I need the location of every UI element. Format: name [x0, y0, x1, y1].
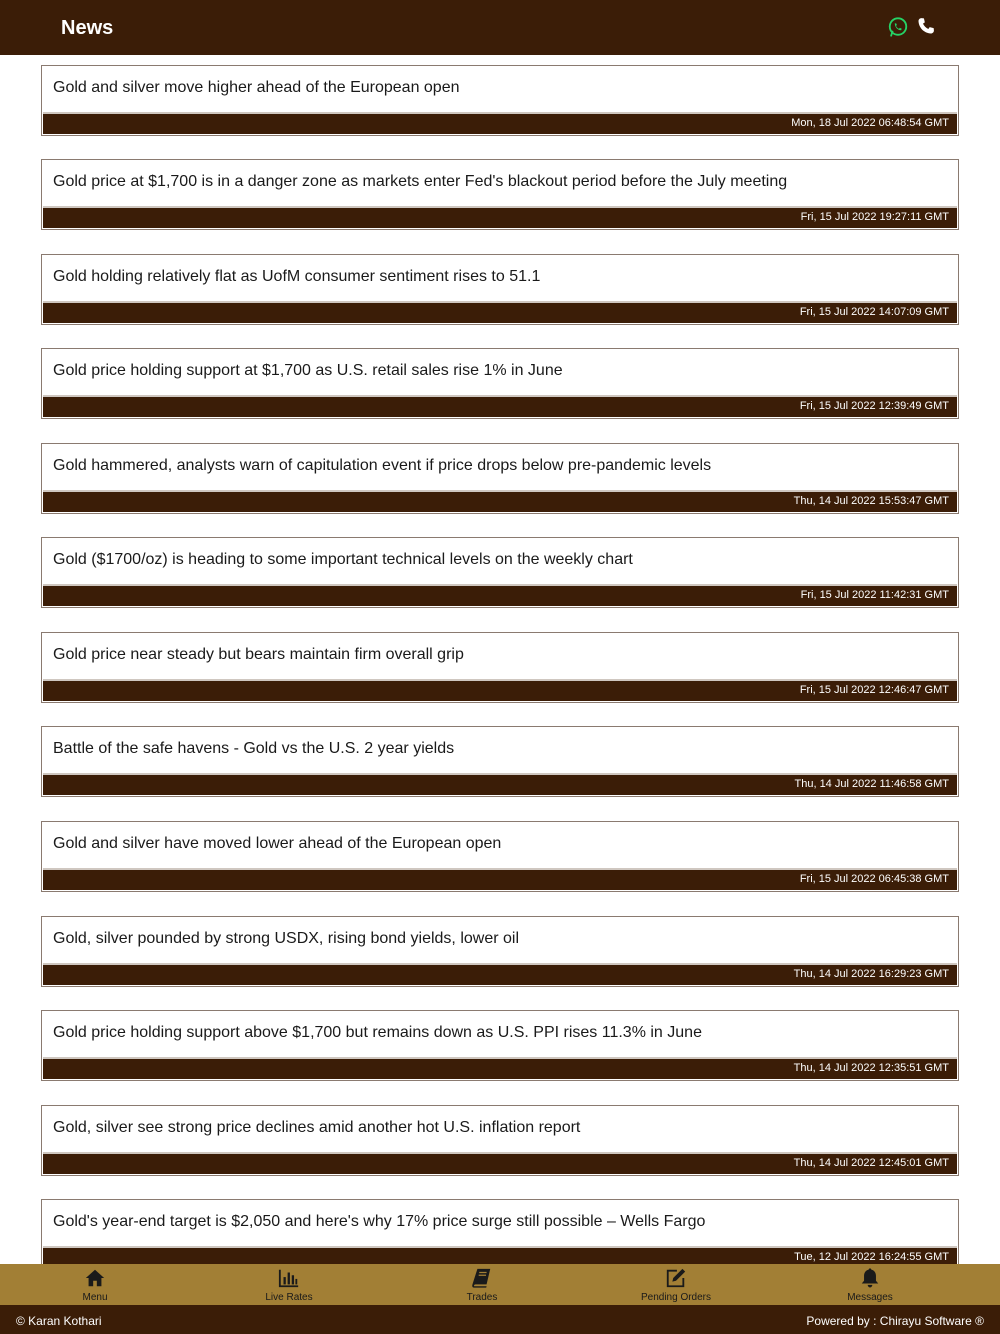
- book-icon: [471, 1267, 493, 1289]
- news-item[interactable]: [41, 348, 959, 419]
- news-date: Fri, 15 Jul 2022 06:45:38 GMT: [799, 873, 949, 885]
- news-date: Tue, 12 Jul 2022 16:24:55 GMT: [794, 1251, 949, 1263]
- news-date-bar: [43, 395, 957, 417]
- news-date: Fri, 15 Jul 2022 12:46:47 GMT: [799, 684, 949, 696]
- news-date-bar: [43, 490, 957, 512]
- news-headline: Gold price near steady but bears maintain firm overall grip: [53, 646, 464, 663]
- news-date: Thu, 14 Jul 2022 11:46:58 GMT: [794, 778, 949, 790]
- bell-icon: [859, 1267, 881, 1289]
- news-item[interactable]: [41, 443, 959, 514]
- app-header: [0, 0, 1000, 55]
- news-headline: Gold price holding support above $1,700 but remains down as U.S. PPI rises 11.3% in June: [53, 1024, 702, 1041]
- news-date: Fri, 15 Jul 2022 19:27:11 GMT: [800, 211, 949, 223]
- tab-trades[interactable]: [422, 1264, 542, 1305]
- news-headline: Gold price holding support at $1,700 as U.S. retail sales rise 1% in June: [53, 362, 563, 379]
- news-date-bar: [43, 1246, 957, 1264]
- news-item[interactable]: [41, 254, 959, 325]
- news-date: Thu, 14 Jul 2022 12:45:01 GMT: [793, 1157, 949, 1169]
- app-footer: [0, 1305, 1000, 1334]
- news-date-bar: [43, 868, 957, 890]
- news-date-bar: [43, 773, 957, 795]
- tab-label: Pending Orders: [640, 1292, 712, 1303]
- phone-icon[interactable]: [916, 16, 938, 38]
- tab-label: Messages: [847, 1292, 893, 1303]
- news-headline: Gold, silver pounded by strong USDX, rising bond yields, lower oil: [53, 930, 520, 947]
- news-item[interactable]: [41, 916, 959, 987]
- news-date: Thu, 14 Jul 2022 16:29:23 GMT: [793, 968, 949, 980]
- news-date: Mon, 18 Jul 2022 06:48:54 GMT: [791, 117, 949, 129]
- powered-by-text: Powered by : Chirayu Software ®: [806, 1314, 984, 1328]
- news-headline: Gold hammered, analysts warn of capitulation event if price drops below pre-pandemic levels: [53, 457, 712, 474]
- tab-menu[interactable]: [35, 1264, 155, 1305]
- news-date-bar: [43, 301, 957, 323]
- tab-messages[interactable]: [810, 1264, 930, 1305]
- news-headline: Gold price at $1,700 is in a danger zone as markets enter Fed's blackout period before the July meeting: [53, 173, 788, 190]
- news-date: Fri, 15 Jul 2022 11:42:31 GMT: [800, 589, 949, 601]
- news-headline: Gold and silver have moved lower ahead of the European open: [53, 835, 502, 852]
- tab-label: Menu: [82, 1292, 108, 1303]
- news-date-bar: [43, 1057, 957, 1079]
- news-headline: Battle of the safe havens - Gold vs the U.S. 2 year yields: [53, 740, 455, 757]
- news-item[interactable]: [41, 1105, 959, 1176]
- news-item[interactable]: [41, 1010, 959, 1081]
- tab-label: Live Rates: [265, 1292, 313, 1303]
- news-date-bar: [43, 1152, 957, 1174]
- tab-label: Trades: [466, 1292, 498, 1303]
- news-date: Fri, 15 Jul 2022 12:39:49 GMT: [799, 400, 949, 412]
- news-item[interactable]: [41, 726, 959, 797]
- page-title: News: [61, 17, 114, 39]
- news-date-bar: [43, 679, 957, 701]
- news-headline: Gold, silver see strong price declines amid another hot U.S. inflation report: [53, 1119, 581, 1136]
- home-icon: [84, 1267, 106, 1289]
- bottom-tab-bar: [0, 1264, 1000, 1305]
- news-date-bar: [43, 112, 957, 134]
- news-item[interactable]: [41, 821, 959, 892]
- news-date: Fri, 15 Jul 2022 14:07:09 GMT: [799, 306, 949, 318]
- news-item[interactable]: [41, 159, 959, 230]
- news-list: [0, 55, 1000, 1264]
- news-date: Thu, 14 Jul 2022 12:35:51 GMT: [793, 1062, 949, 1074]
- news-date: Thu, 14 Jul 2022 15:53:47 GMT: [793, 495, 949, 507]
- tab-pending-orders[interactable]: [616, 1264, 736, 1305]
- news-date-bar: [43, 206, 957, 228]
- bar-chart-icon: [278, 1267, 300, 1289]
- news-date-bar: [43, 963, 957, 985]
- news-headline: Gold's year-end target is $2,050 and here's why 17% price surge still possible – Wells Fargo: [53, 1213, 706, 1230]
- edit-icon: [665, 1267, 687, 1289]
- news-headline: Gold and silver move higher ahead of the European open: [53, 79, 460, 96]
- tab-live-rates[interactable]: [229, 1264, 349, 1305]
- news-item[interactable]: [41, 65, 959, 136]
- copyright-text: © Karan Kothari: [16, 1314, 102, 1328]
- news-headline: Gold ($1700/oz) is heading to some important technical levels on the weekly chart: [53, 551, 633, 568]
- news-item[interactable]: [41, 632, 959, 703]
- news-item[interactable]: [41, 1199, 959, 1264]
- news-headline: Gold holding relatively flat as UofM consumer sentiment rises to 51.1: [53, 268, 541, 285]
- whatsapp-icon[interactable]: [887, 16, 909, 38]
- news-date-bar: [43, 584, 957, 606]
- news-item[interactable]: [41, 537, 959, 608]
